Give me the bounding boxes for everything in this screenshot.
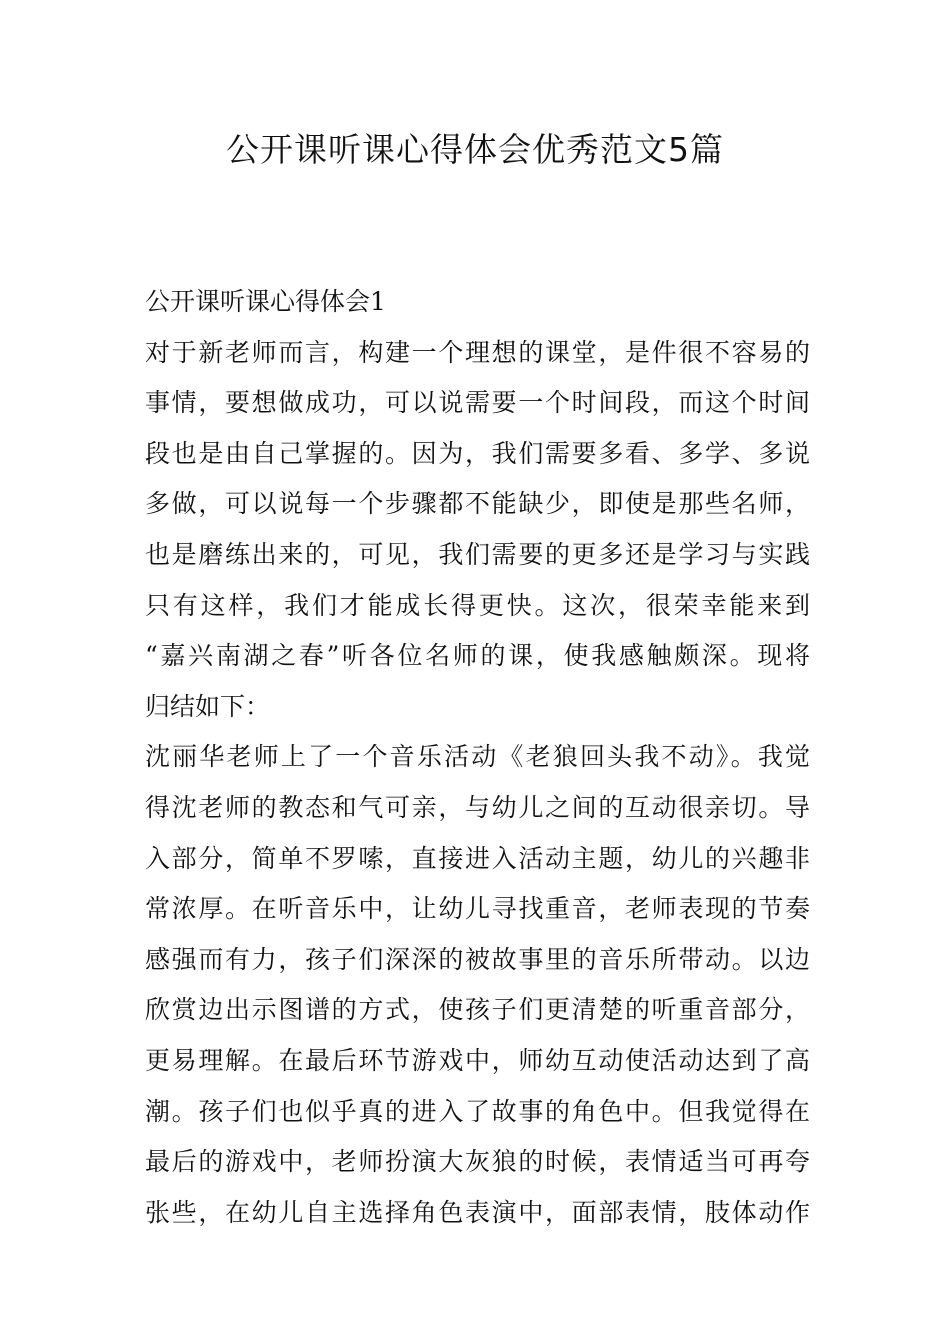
section-heading: 公开课听课心得体会1: [145, 287, 386, 316]
paragraph-line: “嘉兴南湖之春”听各位名师的课，使我感触颇深。现将: [145, 641, 810, 671]
paragraph-line: 入部分，简单不罗嗦，直接进入活动主题，幼儿的兴趣非: [145, 843, 810, 873]
document-title: 公开课听课心得体会优秀范文5篇: [226, 130, 724, 169]
paragraph-line: 也是磨练出来的，可见，我们需要的更多还是学习与实践: [145, 539, 810, 569]
paragraph-line: 归结如下：: [145, 691, 271, 721]
paragraph-line: 对于新老师而言，构建一个理想的课堂，是件很不容易的: [145, 337, 810, 367]
paragraph-line: 得沈老师的教态和气可亲，与幼儿之间的互动很亲切。导: [145, 792, 810, 822]
paragraph-line: 感强而有力，孩子们深深的被故事里的音乐所带动。以边: [145, 944, 810, 974]
paragraph-line: 常浓厚。在听音乐中，让幼儿寻找重音，老师表现的节奏: [145, 894, 810, 924]
paragraph-line: 事情，要想做成功，可以说需要一个时间段，而这个时间: [145, 388, 810, 418]
paragraph-line: 沈丽华老师上了一个音乐活动《老狼回头我不动》。我觉: [145, 742, 810, 772]
paragraph-line: 潮。孩子们也似乎真的进入了故事的角色中。但我觉得在: [145, 1096, 810, 1126]
paragraph-line: 张些，在幼儿自主选择角色表演中，面部表情，肢体动作: [145, 1197, 810, 1227]
paragraph-line: 欣赏边出示图谱的方式，使孩子们更清楚的听重音部分，: [145, 995, 810, 1025]
paragraph-line: 更易理解。在最后环节游戏中，师幼互动使活动达到了高: [145, 1045, 810, 1075]
paragraph-line: 只有这样，我们才能成长得更快。这次，很荣幸能来到: [145, 590, 810, 620]
document-body: [145, 277, 810, 1238]
paragraph-line: 段也是由自己掌握的。因为，我们需要多看、多学、多说: [145, 438, 810, 468]
paragraph-line: 多做，可以说每一个步骤都不能缺少，即使是那些名师，: [145, 489, 810, 519]
paragraph-line: 最后的游戏中，老师扮演大灰狼的时候，表情适当可再夸: [145, 1147, 810, 1177]
